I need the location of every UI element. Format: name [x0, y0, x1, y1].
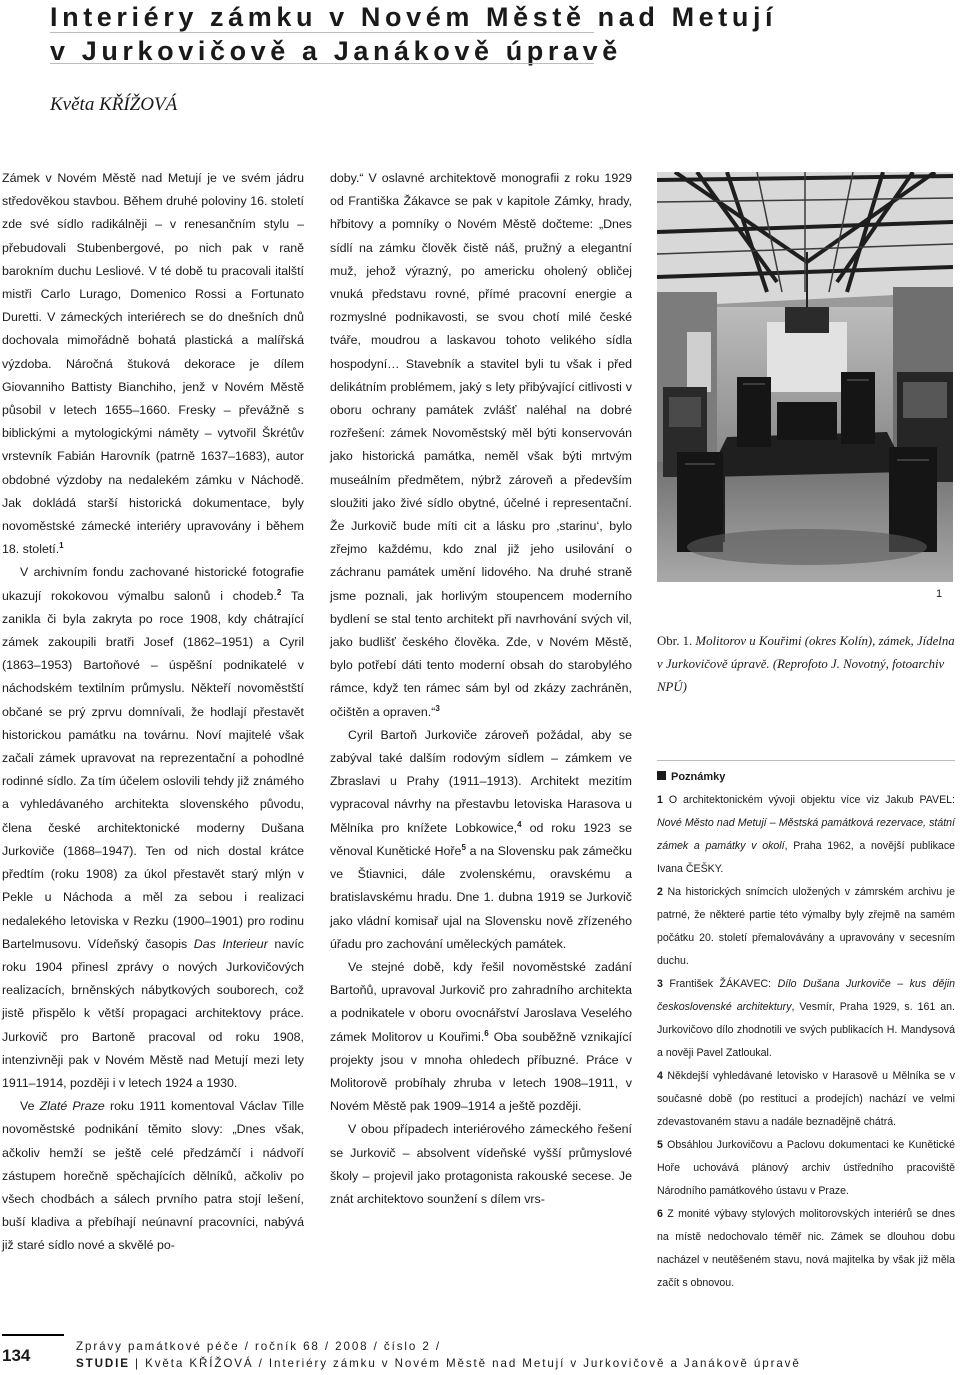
- text-column-1: [2, 167, 304, 1258]
- title-line-2: v Jurkovičově a Janákově úpravě: [50, 36, 622, 66]
- paragraph: Zámek v Novém Městě nad Metují je ve svém jádru středověkou stavbou. Během druhé poloviny 16. století zde své sídlo radikálněji – v renesančním stylu – přebudovali Stubenbergové, po nich pak v raně barokním duchu Lesliové. V té době tu pracovali italští mistři Carlo Lurago, Domenico Rossi a Fortunato Duretti. V zámeckých interiérech se do dnešních dnů dochovala mimořádně bohatá plastická a malířská výzdoba. Náročná štuková dekorace je dílem Giovanniho Battisty Bianchiho, jenž v Novém Městě působil v letech 1655–1660. Fresky – převážně s biblickými a mytologickými náměty – vytvořil Škrétův vrstevník Fabián Harovník (patrně 1637–1683), autor obdobné výzdoby na nedalekém zámku v Náchodě. Jak dokládá starší historická dokumentace, byly novoměstské zámecké interiéry upravovány i během 18. století.$^1$: [2, 171, 304, 557]
- square-bullet-icon: [657, 771, 666, 780]
- figure-caption: [657, 630, 955, 699]
- paragraph: doby.“ V oslavné architektově monografii z roku 1929 od Františka Žákavce se pak v kapitole Zámky, hrady, hřbitovy a pomníky o Novém Městě dočteme: „Dnes sídlí na zámku člověk čistě náš, pružný a elegantní muž, jehož výrazný, po americku oholený obličej vnuká představu rovné, přímé pracovní energie a rozmyslné podnikavosti, se svou chotí milé české tváře, moudrou a laskavou tohoto velikého sídla hospodyní… Stavebník a stavitel byli tu však i před delikátním problémem, jaký s lety přibývající citlivosti v oboru ochrany památek zvlášť naléhal na dobré rozřešení: zámek Novoměstský měl býti konservován jako historická památka, neměl však býti mrtvým museálním předmětem, nýbrž zároveň a především sloužiti jako živé sídlo obytné, účelné i representační. Že Jurkovič bude míti cit a lásku pro ‚starinu‘, bylo zřejmo každému, kdo znal již jeho usilování o záchranu památek umění lidového. Na druhé straně jsme poznali, jak horlivým stoupencem moderního bydlení se stal tento architekt při navrhování svých vil, jako budlišť českého člověka. Zde, v Novém Městě, bylo potřebí dáti tento moderní obsah do starobylého rámce, když ten rámec sám byl od zkázy zachráněn, očištěn a opraven.“$^3$: [330, 171, 632, 719]
- section-label: STUDIE: [76, 1357, 130, 1370]
- footnote-ref[interactable]: 3: [435, 703, 440, 713]
- running-title-line: [76, 1357, 801, 1370]
- page-number: 134: [2, 1346, 31, 1365]
- note-item: 5 Obsáhlou Jurkovičovu a Paclovu dokumentaci ke Kunětické Hoře uchovává plánový archiv ústředního pracoviště Národního památkového ústavu v Praze.: [657, 1139, 955, 1197]
- caption-text: Molitorov u Kouřimi (okres Kolín), zámek, Jídelna v Jurkovičově úpravě. (Reprofoto J. Novotný, fotoarchiv NPÚ): [657, 634, 955, 694]
- paragraph: Ve stejné době, kdy řešil novoměstské zadání Bartoňů, upravoval Jurkovič pro zahradního architekta a podnikatele v oboru ovocnářství Jaroslava Veselého zámek Molitorov u Kouřimi.$^6$ Oba souběžně vznikající projekty jsou v mnoha ohledech příbuzné. Práce v Molitorově probíhaly zhruba v letech 1908–1911, v Novém Městě pak 1909–1914 a ještě později.: [330, 959, 633, 1114]
- author-name: Květa KŘÍŽOVÁ: [50, 94, 178, 115]
- paragraph: Ve Zlaté Praze roku 1911 komentoval Václav Tille novoměstské podnikání těmito slovy: „Dnes však, ačkoliv hemží se ještě celé předzámčí i nádvoří zástupem horečně spěchajících dělníků, ačkoliv po všech chodbách a sálech prvního patra stojí lešení, buší kladiva a přebíhají neúnavní pracovníci, nabývá již staré sídlo nové a skvělé po-: [2, 1099, 304, 1253]
- title-rule-1: [50, 32, 594, 33]
- note-item: 1 O architektonickém vývoji objektu více viz Jakub PAVEL: Nové Město nad Metují – Městská památková rezervace, státní zámek a památky v okolí, Praha 1962, a novější publikace Ivana ČEŠKY.: [657, 794, 956, 875]
- note-item: 4 Někdejší vyhledávané letovisko v Harasově u Mělníka se v současné době (po restituci a prodejích) nachází ve velmi zdevastovaném stavu a nadále beznadějně chátrá.: [657, 1070, 955, 1128]
- footer-rule: [2, 1334, 64, 1336]
- note-item: 6 Z monité výbavy stylových molitorovských interiérů se dnes na místě nedochovalo téměř nic. Zámek se dlouhou dobu nacházel v neutěšeném stavu, nová majitelka by však již měla začít s obnovou.: [657, 1208, 955, 1289]
- title-line-1: Interiéry zámku v Novém Městě nad Metují: [50, 2, 778, 32]
- paragraph: Cyril Bartoň Jurkoviče zároveň požádal, aby se zabýval také dalším rodovým sídlem – zámkem ve Zbraslavi u Prahy (1911–1913). Architekt mezitím vypracoval návrhy na přestavbu letoviska Harasova u Mělníka pro knížete Lobkowice,$^4$ od roku 1923 se věnoval Kunětické Hoře$^5$ a na Slovensku pak zámečku ve Štiavnici, dále zvolenskému, oravskému a bratislavskému hradu. Dne 1. dubna 1919 se Jurkovič jako vládní komisař ujal na Slovensku nově zřízeného úřadu pro zachování uměleckých památek.: [330, 727, 632, 951]
- title-rule-2: [50, 63, 594, 64]
- footnote-ref[interactable]: 1: [59, 541, 64, 551]
- section-separator: |: [135, 1357, 140, 1370]
- note-item: 3 František ŽÁKAVEC: Dílo Dušana Jurkoviče – kus dějin československé architektury, Vesmír, Praha 1929, s. 161 an. Jurkovičovo dílo zhodnotili ve svých publikacích H. Mandysová a nověji Pavel Zatloukal.: [657, 978, 956, 1059]
- footnote-ref[interactable]: 4: [517, 819, 522, 829]
- dining-room-photo: [657, 172, 953, 582]
- note-item: 2 Na historických snímcích uložených v zámrském archivu je patrné, že některé partie této výmalby byly zřejmě na samém počátku 20. století přemalovávány a upravovány v secesním duchu.: [657, 886, 955, 967]
- notes-heading: Poznámky: [657, 766, 955, 789]
- journal-line: Zprávy památkové péče / ročník 68 / 2008 / číslo 2 /: [76, 1340, 441, 1353]
- footnote-ref[interactable]: 6: [484, 1028, 489, 1038]
- running-title: Květa KŘÍŽOVÁ / Interiéry zámku v Novém Městě nad Metují v Jurkovičově a Janákově úpravě: [145, 1357, 801, 1370]
- paragraph: V archivním fondu zachované historické fotografie ukazují rokokovou výmalbu salonů i chodeb.$^2$ Ta zanikla či byla zakryta po roce 1908, kdy chátrající zámek zakoupili bratři Josef (1862–1951) a Cyril (1863–1953) Bartoňové – úspěšní podnikatelé v náchodském textilním průmyslu. Někteří novoměstští občané se prý zprvu domnívali, že hodlají přestavět historickou památku na továrnu. Noví majitelé však začali zámek upravovat na reprezentační a pohodlné rodinné sídlo. Za tím účelem oslovili tehdy již známého a vyhledávaného architekta slovenského původu, člena české architektonické moderny Dušana Jurkoviče (1868–1947). Ten od nich dostal krátce předtím (roku 1908) za úkol přestavět starý mlýn v Pekle u Náchoda a měl za sebou i realizaci nedalekého letoviska v Rezku (1900–1901) pro rodinu Bartelmusovu. Vídeňský časopis Das Interieur navíc roku 1904 přinesl zprávy o nových Jurkovičových realizacích, brněnských nábytkových souborech, což jistě přispělo k větší propagaci architektovy práce. Jurkovič pro Bartoně pracoval od roku 1908, intenzivněji pak v Novém Městě nad Metují mezi lety 1911–1914, později i v letech 1924 a 1930.: [2, 565, 305, 1090]
- article-title: [50, 0, 910, 68]
- paragraph: V obou případech interiérového zámeckého řešení se Jurkovič – absolvent vídeňské vyšší průmyslové školy – projevil jako protagonista rakouské secese. Je znát architektovo sounžení s dílem vrs-: [330, 1122, 632, 1206]
- figure-number: 1: [936, 588, 943, 600]
- notes-section: [657, 766, 955, 1295]
- footnote-ref[interactable]: 2: [276, 587, 282, 597]
- notes-rule: [657, 760, 955, 761]
- footnote-ref[interactable]: 5: [461, 842, 466, 852]
- text-column-2: [330, 167, 632, 1211]
- caption-label: Obr. 1.: [657, 634, 693, 648]
